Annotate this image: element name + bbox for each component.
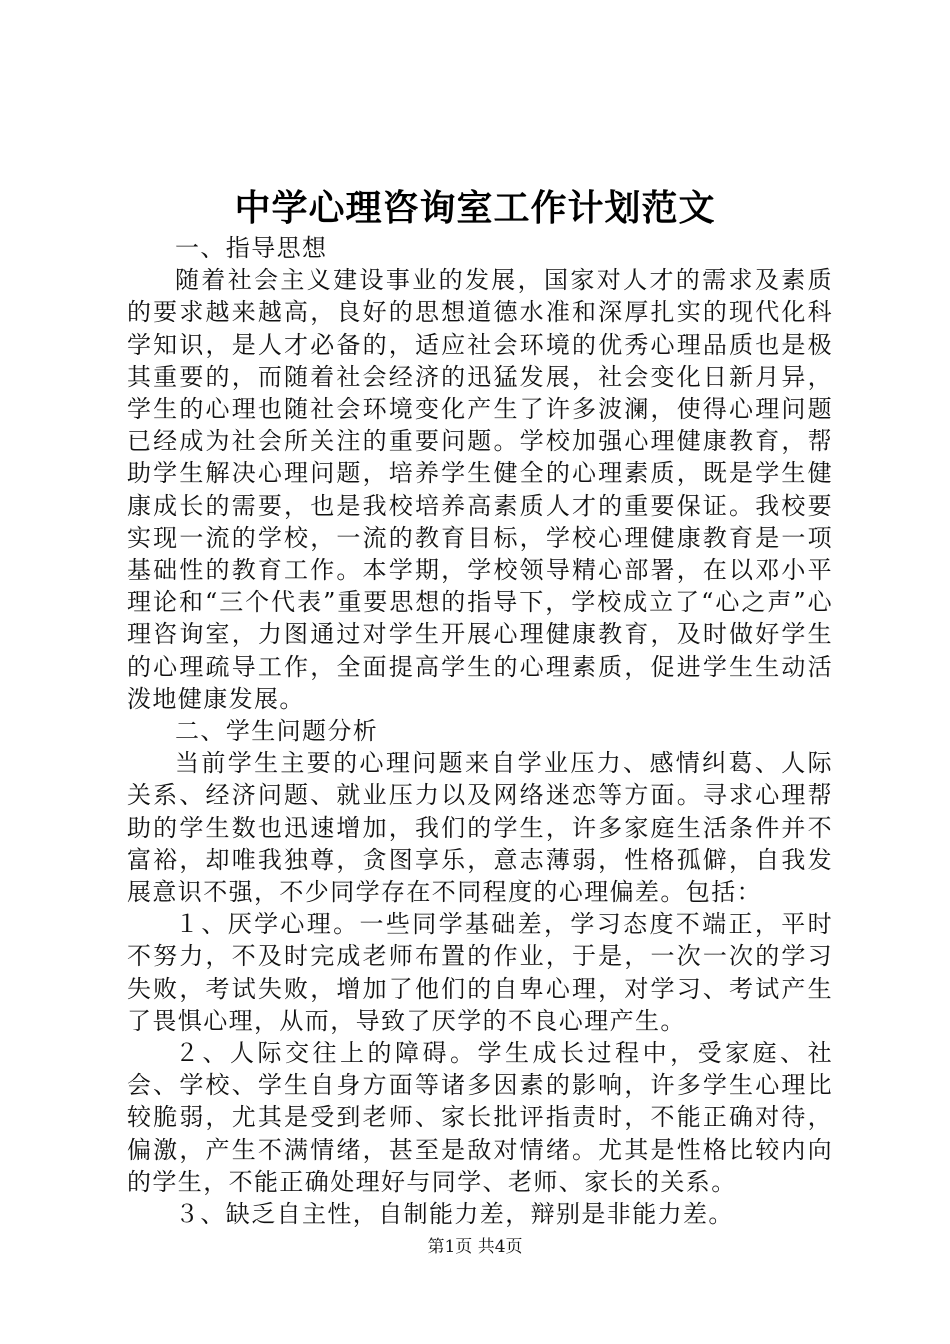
page-footer: 第1页 共4页	[427, 1237, 523, 1257]
list-item-interpersonal-barriers: ２、人际交往上的障碍。学生成长过程中，受家庭、社会、学校、学生自身方面等诸多因素的影响，许多学生心理比较脆弱，尤其是受到老师、家长批评指责时，不能正确对待，偏激，产生不满情绪，甚至是敌对情绪。尤其是性格比较内向的学生，不能正确处理好与同学、老师、家长的关系。	[127, 1039, 833, 1196]
section-heading-student-analysis: 二、学生问题分析	[175, 717, 379, 746]
document-body	[127, 232, 833, 1230]
document-title: 中学心理咨询室工作计划范文	[234, 187, 716, 229]
list-item-study-aversion: １、厌学心理。一些同学基础差，学习态度不端正，平时不努力，不及时完成老师布置的作业，于是，一次一次的学习失败，考试失败，增加了他们的自卑心理，对学习、考试产生了畏惧心理，从而，导致了厌学的不良心理产生。	[127, 910, 833, 1035]
list-item-lack-of-autonomy: ３、缺乏自主性，自制能力差，辩别是非能力差。	[175, 1200, 734, 1229]
paragraph-student-analysis: 当前学生主要的心理问题来自学业压力、感情纠葛、人际关系、经济问题、就业压力以及网络迷恋等方面。寻求心理帮助的学生数也迅速增加，我们的学生，许多家庭生活条件并不富裕，却唯我独尊，贪图享乐，意志薄弱，性格孤僻，自我发展意识不强，不少同学存在不同程度的心理偏差。包括：	[127, 749, 833, 907]
paragraph-guiding-ideology: 随着社会主义建设事业的发展，国家对人才的需求及素质的要求越来越高，良好的思想道德水准和深厚扎实的现代化科学知识，是人才必备的，适应社会环境的优秀心理品质也是极其重要的，而随着社会经济的迅猛发展，社会变化日新月异，学生的心理也随社会环境变化产生了许多波澜，使得心理问题已经成为社会所关注的重要问题。学校加强心理健康教育，帮助学生解决心理问题，培养学生健全的心理素质，既是学生健康成长的需要，也是我校培养高素质人才的重要保证。我校要实现一流的学校，一流的教育目标，学校心理健康教育是一项基础性的教育工作。本学期，学校领导精心部署，在以邓小平理论和“三个代表”重要思想的指导下，学校成立了“心之声”心理咨询室，力图通过对学生开展心理健康教育，及时做好学生的心理疏导工作，全面提高学生的心理素质，促进学生生动活泼地健康发展。	[127, 266, 833, 713]
section-heading-guiding-ideology: 一、指导思想	[175, 234, 328, 262]
